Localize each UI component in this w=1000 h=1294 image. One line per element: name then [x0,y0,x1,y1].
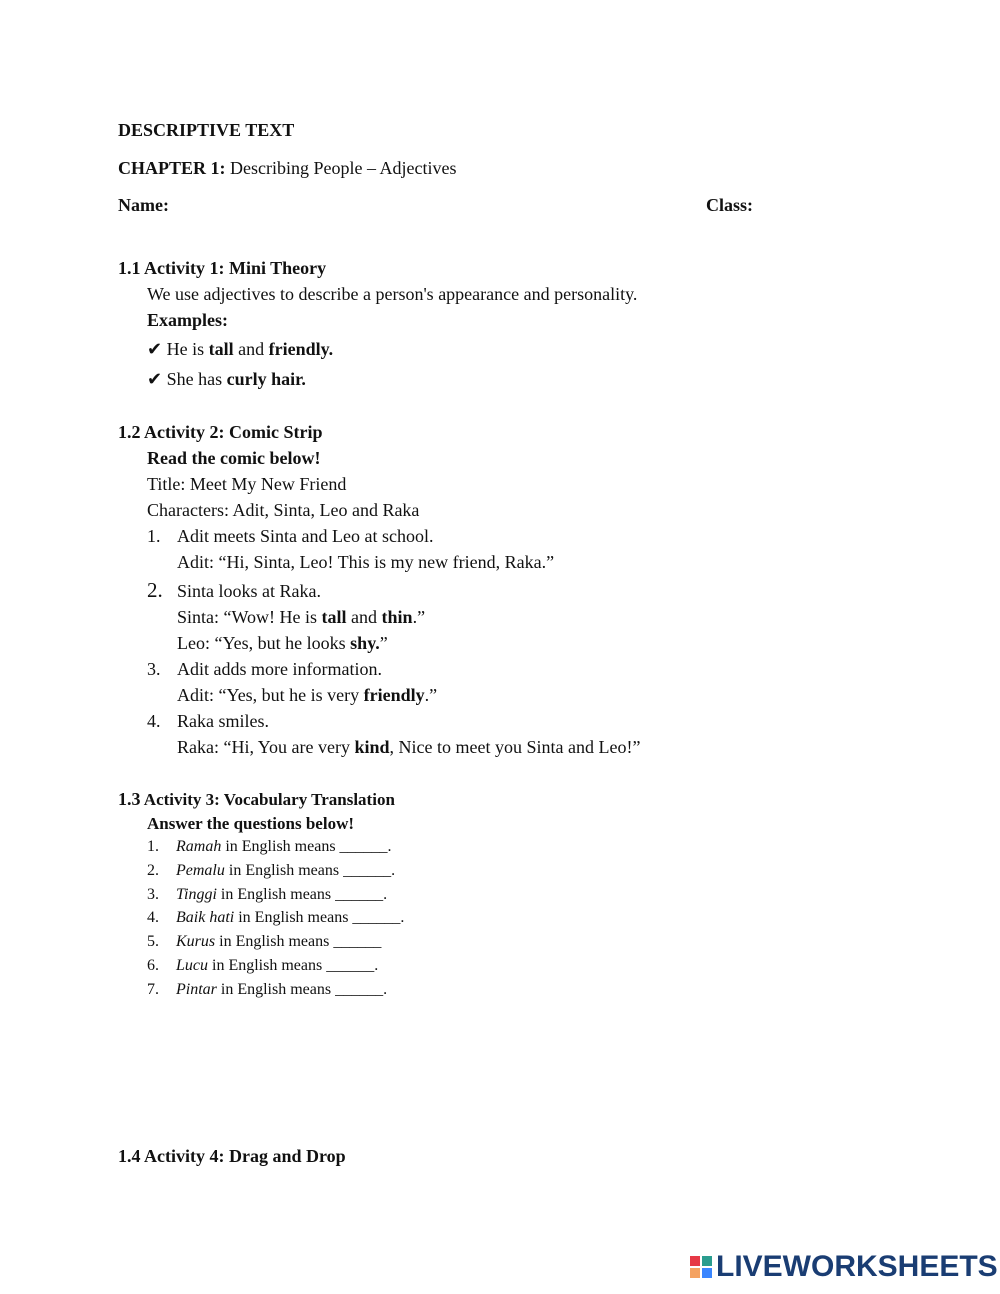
example-1 [147,339,333,360]
adjective-friendly: friendly. [268,339,334,359]
vocab-item-2-number: 2. [147,862,159,879]
vocab-item-6 [176,957,378,975]
comic-item-3-line-1: Adit adds more information. [177,659,382,679]
comic-item-1-line-1: Adit meets Sinta and Leo at school. [177,526,434,546]
logo-block [702,1256,712,1266]
dialogue-text: .” [412,607,426,627]
vocab-item-7-number: 7. [147,981,159,998]
adjective-tall: tall [208,339,234,359]
vocab-blank: in English means ______. [216,981,388,998]
vocab-item-3 [176,886,387,904]
adjective-curly-hair: curly hair. [226,369,306,389]
comic-item-2-number: 2. [147,578,163,602]
vocab-blank: in English means ______. [208,957,379,974]
comic-item-1-number: 1. [147,526,161,546]
example-1-text: He is [162,339,209,359]
dialogue-text: Adit: “Yes, but he is very [177,685,364,705]
check-icon: ✔ [147,369,163,389]
activity1-text: We use adjectives to describe a person's appearance and personality. [147,284,638,304]
comic-item-1-line-2: Adit: “Hi, Sinta, Leo! This is my new friend, Raka.” [177,552,555,572]
vocab-item-3-number: 3. [147,886,159,903]
activity4-heading: 1.4 Activity 4: Drag and Drop [118,1146,346,1166]
dialogue-text: .” [424,685,438,705]
vocab-item-6-number: 6. [147,957,159,974]
vocab-blank: in English means ______. [216,886,388,903]
comic-title: Title: Meet My New Friend [147,474,347,494]
document-title: DESCRIPTIVE TEXT [118,120,295,140]
activity1-heading: 1.1 Activity 1: Mini Theory [118,258,327,278]
adjective-friendly: friendly [363,685,425,705]
activity2-heading: 1.2 Activity 2: Comic Strip [118,422,323,442]
chapter-text: Describing People – Adjectives [225,158,457,178]
vocab-item-2 [176,862,395,880]
activity3-number: 1.3 [118,789,141,809]
activity2-instruction: Read the comic below! [147,448,321,468]
adjective-shy: shy. [350,633,380,653]
activity3-heading [118,789,395,810]
liveworksheets-logo [690,1250,998,1284]
example-2-text: She has [162,369,227,389]
adjective-kind: kind [354,737,390,757]
vocab-word: Ramah [176,838,222,855]
comic-item-3-line-2 [177,685,437,706]
vocab-item-5 [176,933,381,951]
logo-block [690,1268,700,1278]
dialogue-text: ” [379,633,388,653]
adjective-tall: tall [321,607,347,627]
comic-item-4-number: 4. [147,711,161,731]
class-label: Class: [706,195,754,215]
chapter-label: CHAPTER 1: [118,158,226,178]
chapter-line [118,158,456,179]
vocab-word: Pintar [176,981,217,998]
example-2 [147,369,306,390]
comic-item-4-line-2 [177,737,640,758]
comic-item-2-line-3 [177,633,388,654]
vocab-blank: in English means ______ [215,933,382,950]
vocab-item-4-number: 4. [147,909,159,926]
comic-characters: Characters: Adit, Sinta, Leo and Raka [147,500,420,520]
vocab-word: Lucu [176,957,208,974]
example-1-and: and [233,339,269,359]
comic-item-3-number: 3. [147,659,161,679]
vocab-item-1 [176,838,392,856]
vocab-blank: in English means ______. [221,838,392,855]
logo-blocks-icon [690,1256,712,1278]
logo-block [690,1256,700,1266]
vocab-item-1-number: 1. [147,838,159,855]
vocab-word: Pemalu [176,862,225,879]
check-icon: ✔ [147,339,163,359]
vocab-blank: in English means ______. [234,909,405,926]
comic-item-2-line-2 [177,607,425,628]
comic-item-2-line-1: Sinta looks at Raka. [177,581,321,601]
vocab-word: Kurus [176,933,216,950]
vocab-word: Baik hati [176,909,235,926]
vocab-item-5-number: 5. [147,933,159,950]
logo-text: LIVEWORKSHEETS [716,1250,998,1283]
dialogue-text: , Nice to meet you Sinta and Leo!” [389,737,641,757]
examples-label: Examples: [147,310,228,330]
vocab-item-4 [176,909,404,927]
vocab-word: Tinggi [176,886,217,903]
dialogue-text: Leo: “Yes, but he looks [177,633,351,653]
comic-item-4-line-1: Raka smiles. [177,711,269,731]
dialogue-text: Sinta: “Wow! He is [177,607,322,627]
dialogue-text: Raka: “Hi, You are very [177,737,355,757]
vocab-blank: in English means ______. [224,862,396,879]
activity3-instruction: Answer the questions below! [147,814,355,833]
vocab-item-7 [176,981,387,999]
dialogue-text: and [346,607,382,627]
name-label: Name: [118,195,169,215]
adjective-thin: thin [381,607,413,627]
logo-block [702,1268,712,1278]
activity3-title: Activity 3: Vocabulary Translation [140,790,395,809]
